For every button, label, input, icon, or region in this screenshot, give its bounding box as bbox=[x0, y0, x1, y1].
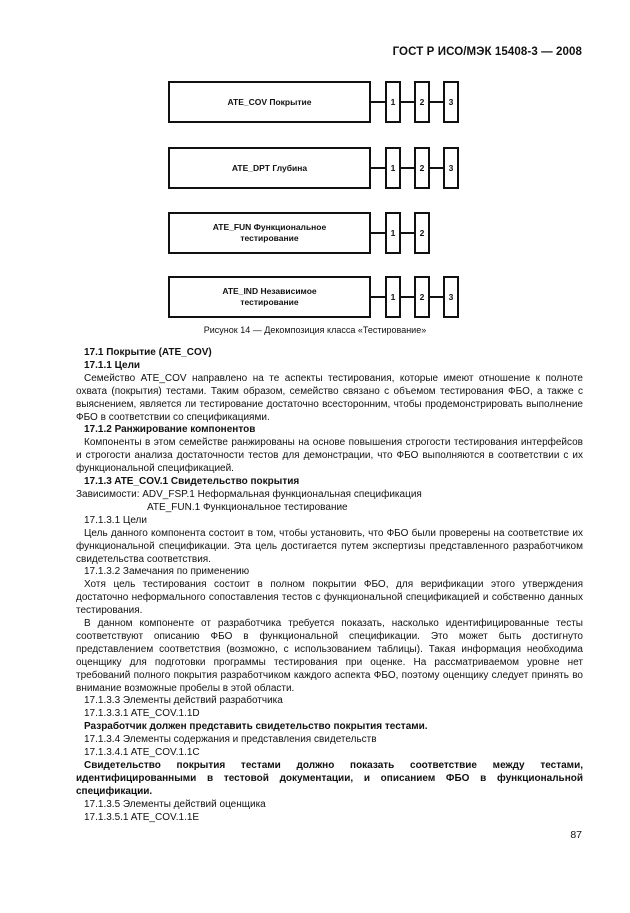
connector-line bbox=[371, 167, 385, 169]
level-box: 3 bbox=[443, 276, 459, 318]
paragraph: В данном компоненте от разработчика требуется показать, насколько идентифицированные тесты соответствуют описанию ФБО в функциональной спецификации. Это может быть достигнуто представлением соответствия (возможно, с использованием таблицы). Такая информация необходима оценщику для подготовки программы тестирования при оценке. На рассматриваемом уровне нет требований полного покрытия разработчиком каждого аспекта ФБО, поэтому оценщику следует принять во внимание возможные пробелы в этой области. bbox=[76, 618, 583, 694]
family-label: ATE_COV Покрытие bbox=[227, 96, 312, 107]
clause-heading: 17.1.3.3 Элементы действий разработчика bbox=[84, 695, 283, 707]
subsection-heading: 17.1.2 Ранжирование компонентов bbox=[84, 424, 256, 436]
paragraph: Цель данного компонента состоит в том, чтобы установить, что ФБО были проверены на соответствие их функциональной спецификации. Эта цель достигается путем экспертизы представленного разработчиком свидетельства соответствия. bbox=[76, 527, 583, 565]
connector-line bbox=[430, 101, 443, 103]
family-label-line: ATE_FUN Функциональное bbox=[212, 222, 327, 232]
connector-line bbox=[401, 101, 414, 103]
paragraph: Хотя цель тестирования состоит в полном покрытии ФБО, для верификации этого утверждения достаточно неформального сопоставления тестов с функциональной спецификацией и собственно данных тестирования. bbox=[76, 579, 583, 617]
connector-line bbox=[371, 296, 385, 298]
connector-line bbox=[371, 232, 385, 234]
family-label bbox=[222, 286, 316, 308]
family-box-ate-cov bbox=[168, 81, 371, 123]
paragraph: Компоненты в этом семействе ранжированы на основе повышения строгости тестирования интерфейсов и строгости анализа достаточности тестов для демонстрации, что ФБО выполняются в соответствии с их функциональной спецификацией. bbox=[76, 437, 583, 475]
level-box: 1 bbox=[385, 81, 401, 123]
connector-line bbox=[401, 232, 414, 234]
section-heading: 17.1 Покрытие (ATE_COV) bbox=[84, 347, 212, 358]
document-header: ГОСТ Р ИСО/МЭК 15408-3 — 2008 bbox=[392, 46, 582, 58]
page-number: 87 bbox=[570, 829, 582, 841]
level-box: 1 bbox=[385, 212, 401, 254]
family-box-ate-dpt bbox=[168, 147, 371, 189]
connector-line bbox=[401, 296, 414, 298]
element-id: 17.1.3.5.1 ATE_COV.1.1E bbox=[84, 811, 200, 823]
paragraph: Семейство ATE_COV направлено на те аспекты тестирования, которые имеют отношение к полноте охвата (покрытия) тестами. Таким образом, семейство связано с объемом тестирования ФБО, а также с выяснением, является ли тестирование достаточно всесторонним, чтобы продемонстрировать выполнение ФБО в соответствии со спецификациями. bbox=[76, 372, 583, 423]
element-id: 17.1.3.3.1 ATE_COV.1.1D bbox=[84, 708, 200, 720]
dependencies-line: Зависимости: ADV_FSP.1 Неформальная функциональная спецификация bbox=[76, 488, 422, 500]
connector-line bbox=[401, 167, 414, 169]
connector-line bbox=[430, 167, 443, 169]
dependencies-line: ATE_FUN.1 Функциональное тестирование bbox=[147, 501, 348, 513]
clause-heading: 17.1.3.2 Замечания по применению bbox=[84, 566, 250, 578]
level-box: 2 bbox=[414, 147, 430, 189]
decomposition-diagram bbox=[0, 0, 630, 340]
level-box: 3 bbox=[443, 81, 459, 123]
clause-heading: 17.1.3.5 Элементы действий оценщика bbox=[84, 798, 266, 810]
level-box: 2 bbox=[414, 276, 430, 318]
document-body bbox=[76, 347, 583, 825]
clause-heading: 17.1.3.1 Цели bbox=[84, 514, 147, 526]
level-box: 1 bbox=[385, 147, 401, 189]
subsection-heading: 17.1.3 ATE_COV.1 Свидетельство покрытия bbox=[84, 476, 300, 488]
requirement-text: Разработчик должен представить свидетельство покрытия тестами. bbox=[84, 721, 428, 733]
family-label-line: тестирование bbox=[240, 297, 299, 307]
element-id: 17.1.3.4.1 ATE_COV.1.1C bbox=[84, 747, 200, 759]
level-box: 1 bbox=[385, 276, 401, 318]
family-label: ATE_DPT Глубина bbox=[231, 162, 308, 173]
family-box-ate-ind bbox=[168, 276, 371, 318]
family-label-line: тестирование bbox=[240, 233, 299, 243]
connector-line bbox=[430, 296, 443, 298]
subsection-heading: 17.1.1 Цели bbox=[84, 359, 141, 371]
level-box: 3 bbox=[443, 147, 459, 189]
family-box-ate-fun bbox=[168, 212, 371, 254]
family-label-line: ATE_IND Независимое bbox=[222, 286, 317, 296]
figure-caption: Рисунок 14 — Декомпозиция класса «Тестирование» bbox=[203, 325, 427, 335]
family-label bbox=[213, 222, 326, 244]
requirement-text: Свидетельство покрытия тестами должно показать соответствие между тестами, идентифицированными в тестовой документации, и описанием ФБО в функциональной спецификации. bbox=[76, 760, 583, 797]
clause-heading: 17.1.3.4 Элементы содержания и представления свидетельств bbox=[84, 734, 377, 746]
connector-line bbox=[371, 101, 385, 103]
level-box: 2 bbox=[414, 212, 430, 254]
level-box: 2 bbox=[414, 81, 430, 123]
